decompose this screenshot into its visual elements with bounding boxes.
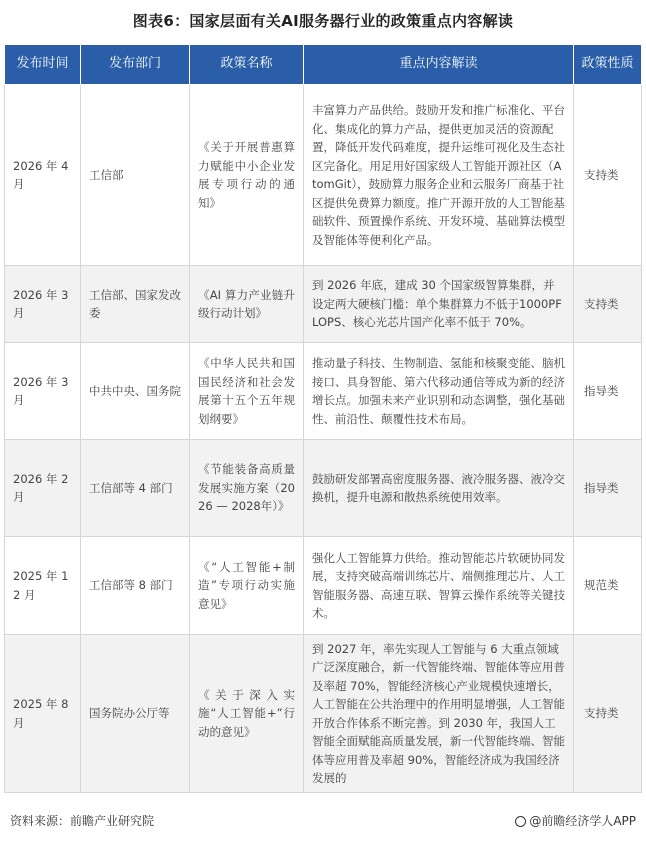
page-title: 图表6：国家层面有关AI服务器行业的政策重点内容解读	[132, 12, 514, 30]
brand-logo-icon	[515, 816, 526, 827]
cell-category: 规范类	[574, 537, 642, 635]
cell-time: 2025 年 8 月	[5, 635, 81, 793]
cell-time: 2026 年 4 月	[5, 85, 81, 266]
cell-time: 2026 年 3 月	[5, 266, 81, 343]
brand-credit	[515, 812, 636, 829]
cell-content: 鼓励研发部署高密度服务器、液冷服务器、液冷交换机，提升电源和散热系统使用效率。	[304, 440, 574, 537]
cell-dept: 国务院办公厅等	[81, 635, 190, 793]
brand-text: @前瞻经济学人APP	[529, 814, 636, 828]
cell-content: 到 2026 年底，建成 30 个国家级智算集群，并设定两大硬核门槛：单个集群算力不低于1000PFLOPS、核心光芯片国产化率不低于 70%。	[304, 266, 574, 343]
cell-category: 指导类	[574, 440, 642, 537]
header-time: 发布时间	[5, 45, 81, 85]
table-row	[5, 537, 642, 635]
table-row	[5, 343, 642, 440]
source-note: 资料来源：前瞻产业研究院	[10, 814, 155, 828]
cell-dept: 中共中央、国务院	[81, 343, 190, 440]
header-dept: 发布部门	[81, 45, 190, 85]
cell-category: 支持类	[574, 635, 642, 793]
cell-policy-name: 《关于开展普惠算力赋能中小企业发展专项行动的通知》	[190, 85, 304, 266]
cell-content: 推动量子科技、生物制造、氢能和核聚变能、脑机接口、具身智能、第六代移动通信等成为新的经济增长点。加强未来产业识别和动态调整，强化基础性、前沿性、颠覆性技术布局。	[304, 343, 574, 440]
header-category: 政策性质	[574, 45, 642, 85]
policy-table	[4, 44, 642, 793]
cell-policy-name: 《中华人民共和国国民经济和社会发展第十五个五年规划纲要》	[190, 343, 304, 440]
cell-dept: 工信部等 8 部门	[81, 537, 190, 635]
cell-dept: 工信部、国家发改委	[81, 266, 190, 343]
cell-dept: 工信部	[81, 85, 190, 266]
cell-category: 指导类	[574, 343, 642, 440]
cell-time: 2026 年 3 月	[5, 343, 81, 440]
table-row	[5, 266, 642, 343]
table-header-row	[5, 45, 642, 85]
cell-content: 强化人工智能算力供给。推动智能芯片软硬协同发展，支持突破高端训练芯片、端侧推理芯片、人工智能服务器、高速互联、智算云操作系统等关键技术。	[304, 537, 574, 635]
cell-content: 到 2027 年，率先实现人工智能与 6 大重点领域广泛深度融合，新一代智能终端、智能体等应用普及率超 70%，智能经济核心产业规模快速增长，人工智能在公共治理中的作用明显增强，人工智能开放合作体系不断完善。到 2030 年，我国人工智能全面赋能高质量发展，新一代智能终端、智能体等应用普及率超 90%，智能经济成为我国经济发展的	[304, 635, 574, 793]
cell-policy-name: 《AI 算力产业链升级行动计划》	[190, 266, 304, 343]
cell-time: 2026 年 2 月	[5, 440, 81, 537]
cell-policy-name: 《“人工智能+制造”专项行动实施意见》	[190, 537, 304, 635]
cell-dept: 工信部等 4 部门	[81, 440, 190, 537]
header-name: 政策名称	[190, 45, 304, 85]
header-content: 重点内容解读	[304, 45, 574, 85]
footer	[10, 812, 636, 832]
table-row	[5, 440, 642, 537]
table-row	[5, 85, 642, 266]
table-row	[5, 635, 642, 793]
cell-policy-name: 《节能装备高质量发展实施方案（2026 — 2028年）》	[190, 440, 304, 537]
cell-category: 支持类	[574, 266, 642, 343]
cell-category: 支持类	[574, 85, 642, 266]
cell-policy-name: 《关于深入实施“人工智能+”行动的意见》	[190, 635, 304, 793]
cell-content: 丰富算力产品供给。鼓励开发和推广标准化、平台化、集成化的算力产品，提供更加灵活的资源配置，降低开发代码难度，提升运维可视化及生态社区完备化。用足用好国家级人工智能开源社区（AtomGit），鼓励算力服务企业和云服务厂商基于社区提供免费算力额度。推广开源开放的人工智能基础软件、预置操作系统、开发环境、基础算法模型及智能体等便利化产品。	[304, 85, 574, 266]
cell-time: 2025 年 12 月	[5, 537, 81, 635]
